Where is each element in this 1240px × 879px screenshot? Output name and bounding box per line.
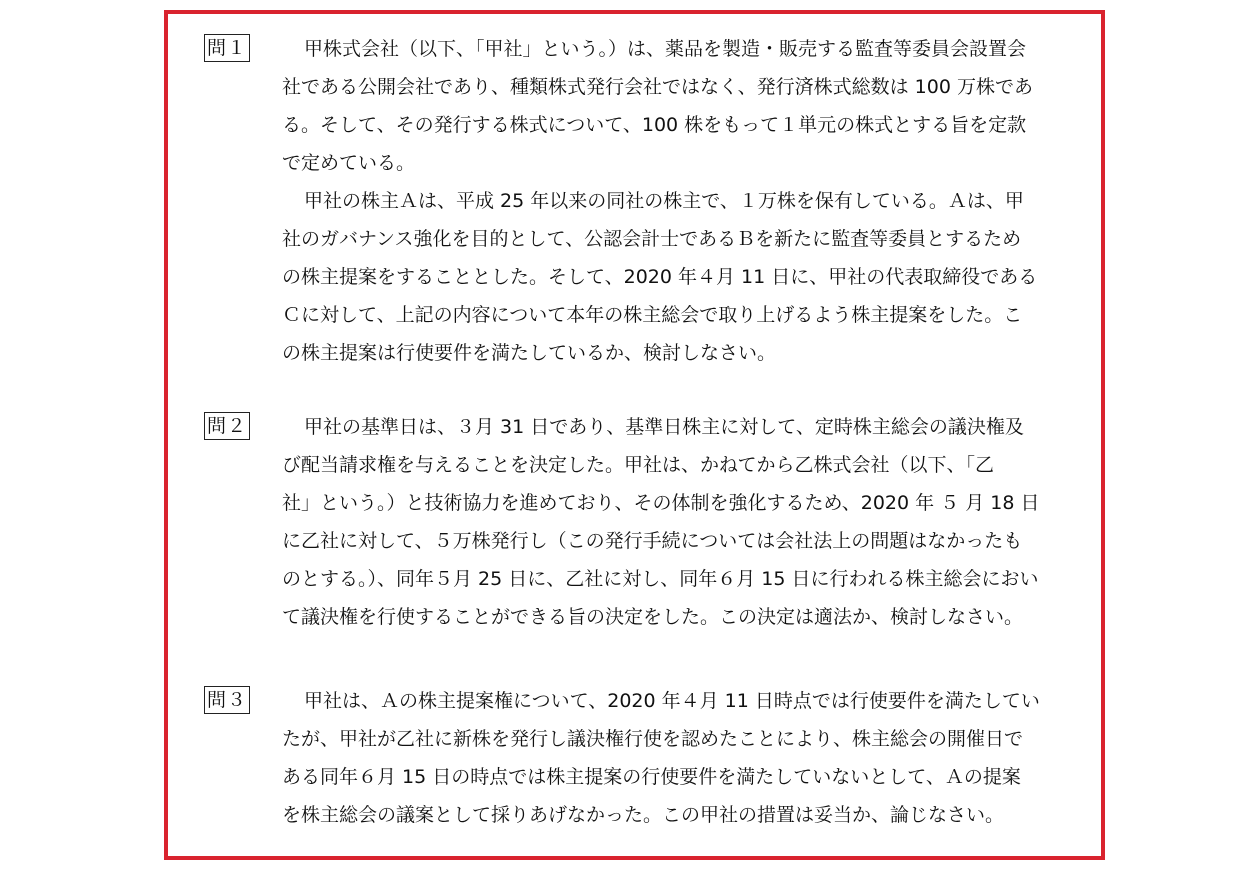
question-1-line-2: 社である公開会社であり、種類株式発行会社ではなく、発行済株式総数は 100 万株であ <box>282 76 1033 98</box>
question-1-line-3: る。そして、その発行する株式について、100 株をもって１単元の株式とする旨を定款 <box>282 114 1027 136</box>
question-3-line-4: を株主総会の議案として採りあげなかった。この甲社の措置は妥当か、論じなさい。 <box>282 804 1005 826</box>
question-3-line-2: たが、甲社が乙社に新株を発行し議決権行使を認めたことにより、株主総会の開催日で <box>282 728 1024 750</box>
question-2-line-1: 甲社の基準日は、３月 31 日であり、基準日株主に対して、定時株主総会の議決権及 <box>304 416 1024 438</box>
question-1-line-9: の株主提案は行使要件を満たしているか、検討しなさい。 <box>282 342 777 364</box>
question-3-line-1: 甲社は、Ａの株主提案権について、2020 年４月 11 日時点では行使要件を満たしてい <box>304 690 1040 712</box>
question-1-line-4: で定めている。 <box>282 152 416 174</box>
document-frame <box>164 10 1105 860</box>
question-2-label: 問２ <box>204 412 250 440</box>
question-3-line-3: ある同年６月 15 日の時点では株主提案の行使要件を満たしていないとして、Ａの提案 <box>282 766 1021 788</box>
question-1-line-8: Ｃに対して、上記の内容について本年の株主総会で取り上げるよう株主提案をした。こ <box>282 304 1023 326</box>
question-2-line-5: のとする。）、同年５月 25 日に、乙社に対し、同年６月 15 日に行われる株主総会におい <box>282 568 1039 590</box>
question-2-line-4: に乙社に対して、５万株発行し（この発行手続については会社法上の問題はなかったも <box>282 530 1023 552</box>
question-2-line-3: 社」という。）と技術協力を進めており、その体制を強化するため、2020 年 ５ 月 18 日 <box>282 492 1040 514</box>
question-1-line-7: の株主提案をすることとした。そして、2020 年４月 11 日に、甲社の代表取締役である <box>282 266 1038 288</box>
question-2-line-2: び配当請求権を与えることを決定した。甲社は、かねてから乙株式会社（以下、「乙 <box>282 454 995 476</box>
question-1-line-6: 社のガバナンス強化を目的として、公認会計士であるＢを新たに監査等委員とするため <box>282 228 1022 250</box>
question-1-label: 問１ <box>204 34 250 62</box>
question-2-line-6: て議決権を行使することができる旨の決定をした。この決定は適法か、検討しなさい。 <box>282 606 1024 628</box>
question-3-label: 問３ <box>204 686 250 714</box>
question-1-line-1: 甲株式会社（以下、「甲社」という。）は、薬品を製造・販売する監査等委員会設置会 <box>304 38 1027 60</box>
question-1-line-5: 甲社の株主Ａは、平成 25 年以来の同社の株主で、１万株を保有している。Ａは、甲 <box>304 190 1024 212</box>
